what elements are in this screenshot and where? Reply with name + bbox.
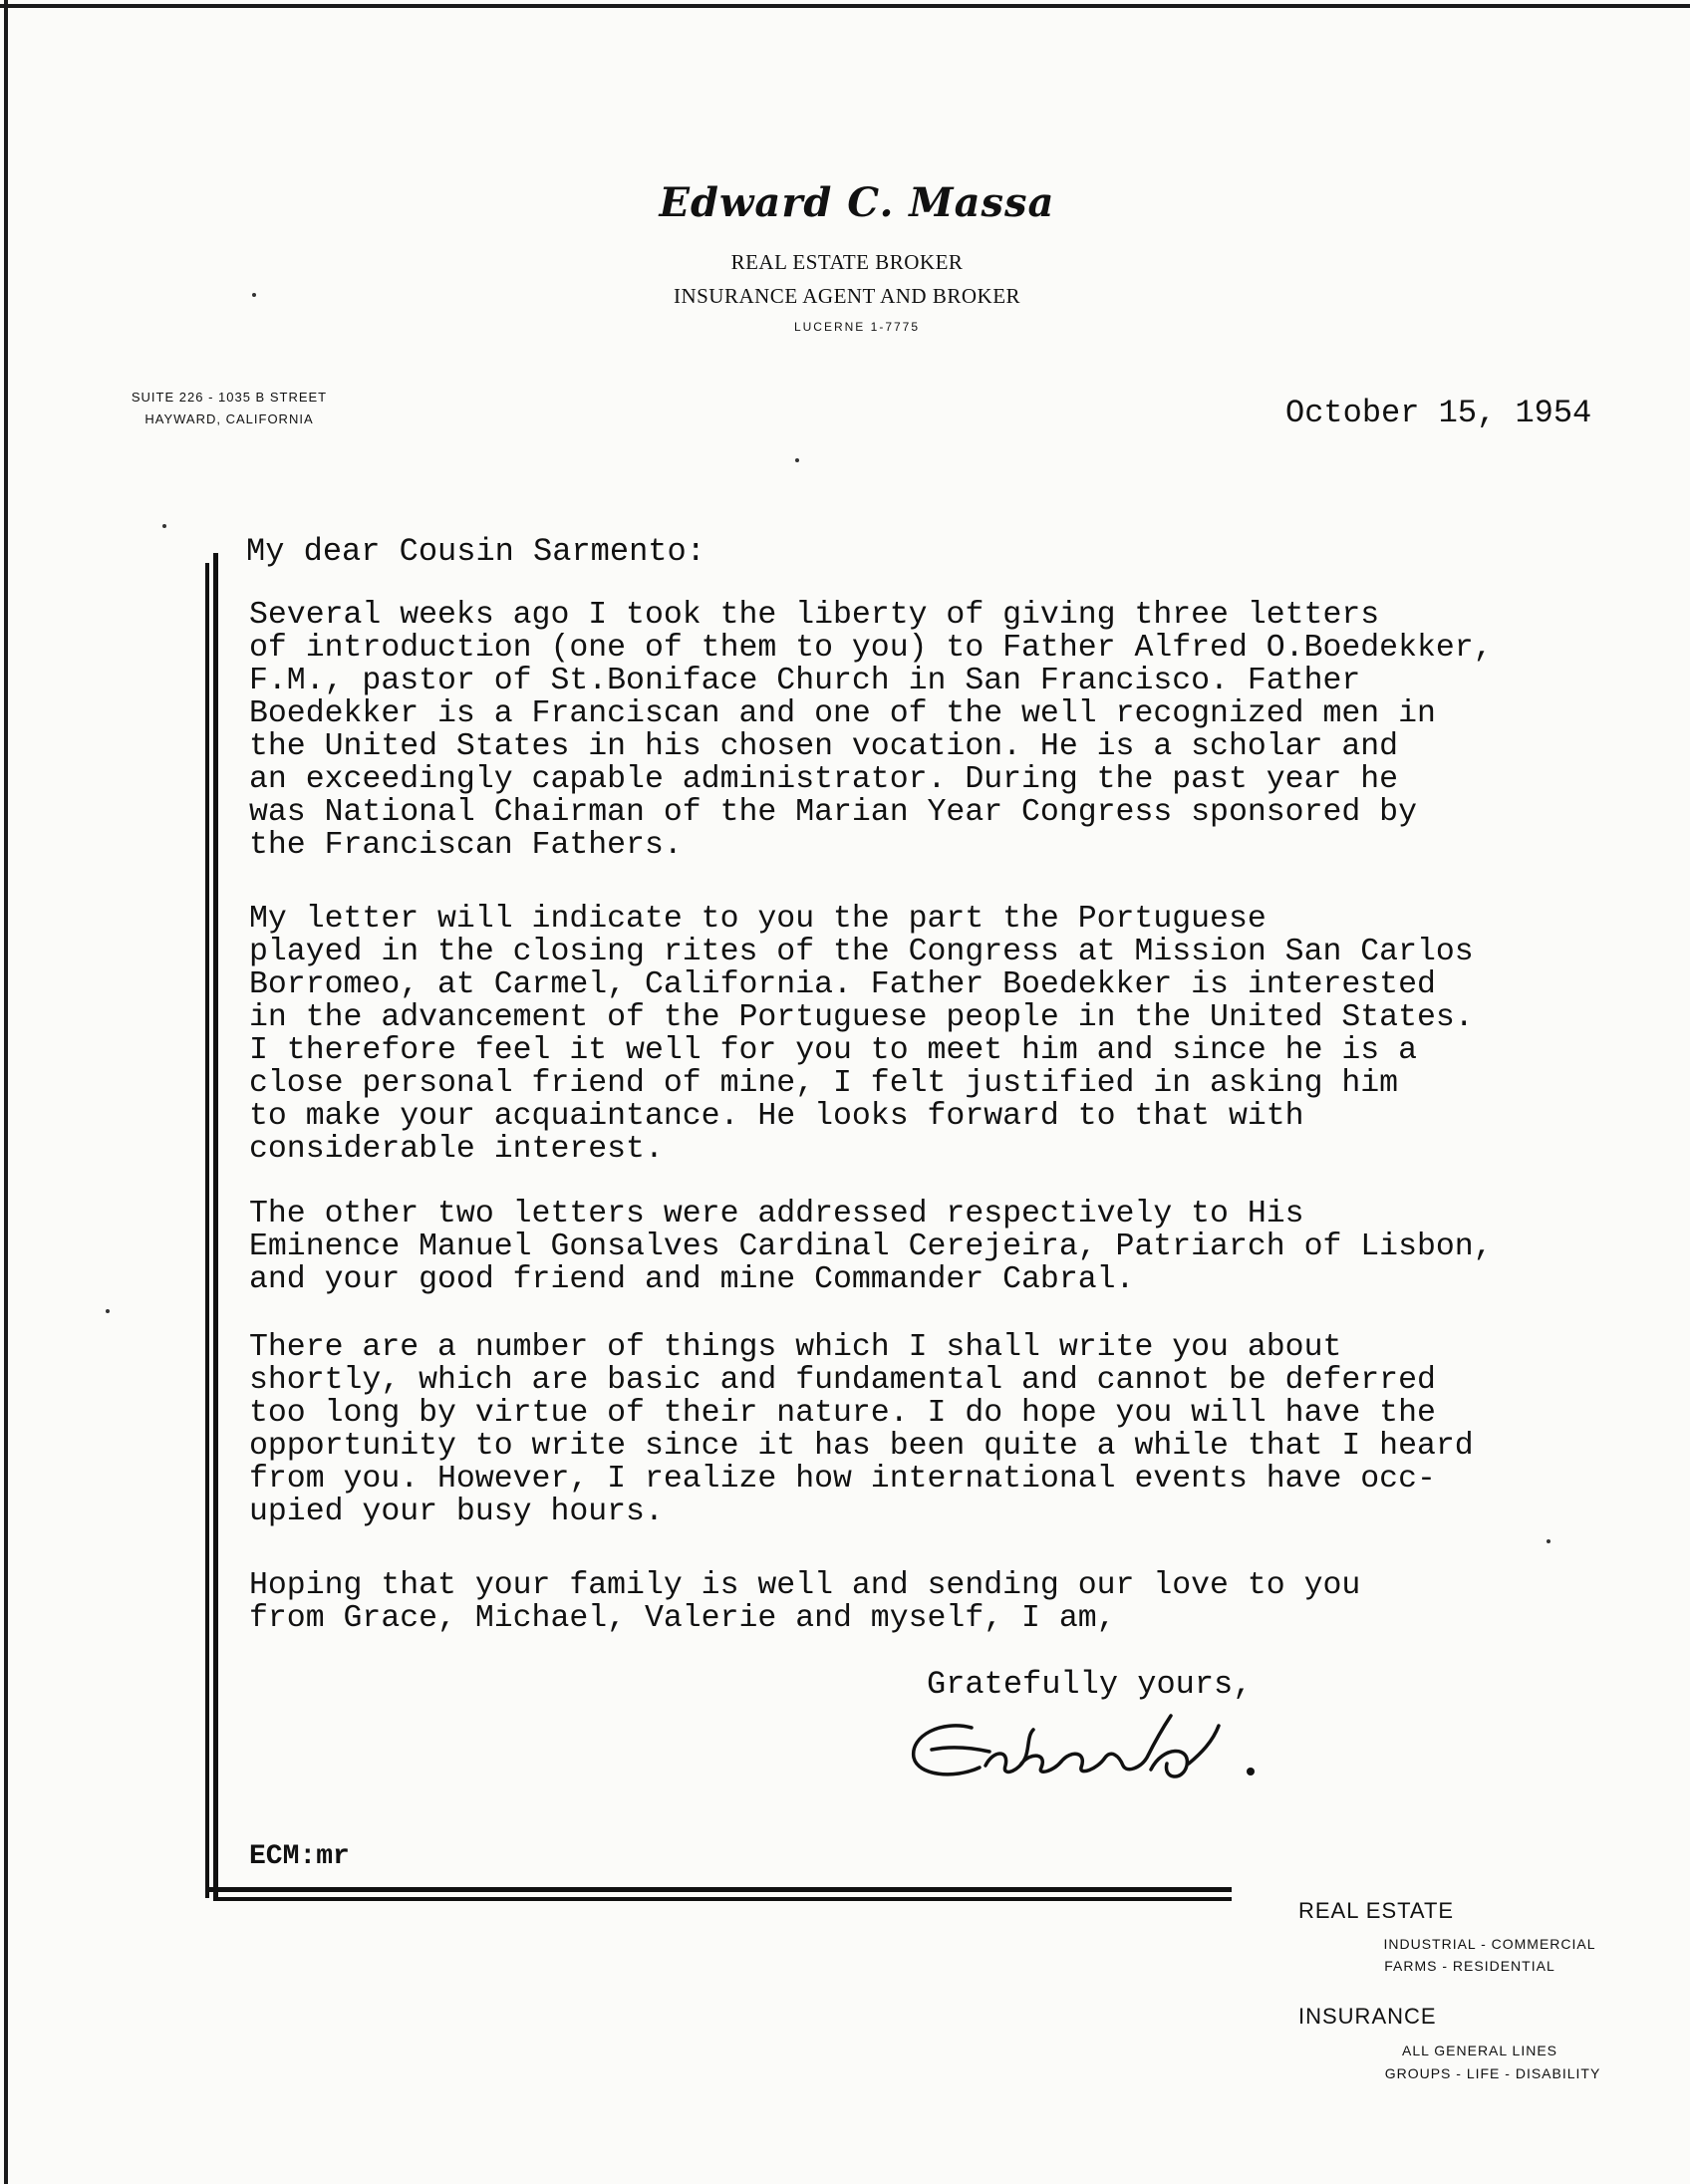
paper-speck: [252, 293, 256, 297]
services-real-estate-line-2: FARMS - RESIDENTIAL: [1384, 1958, 1555, 1974]
letter-border-left-outer: [205, 563, 209, 1898]
services-real-estate-line-1: INDUSTRIAL - COMMERCIAL: [1383, 1936, 1596, 1952]
paper-speck: [1547, 1539, 1550, 1543]
services-insurance-line-2: GROUPS - LIFE - DISABILITY: [1384, 2065, 1601, 2081]
paper-speck: [162, 524, 166, 528]
letter-paragraph-5: Hoping that your family is well and sending our love to you from Grace, Michael, Valerie and myself, I am,: [249, 1568, 1361, 1636]
letterhead-phone: LUCERNE 1-7775: [793, 320, 921, 334]
letter-paragraph-2: My letter will indicate to you the part the Portuguese played in the closing rites of the Congress at Mission San Carlos Borromeo, at Carmel, California. Father Boedekker is interested in the advancement of the Portuguese people in the United States. I therefore feel it well for you to meet him and since he is a close personal friend of mine, I felt justified in asking him to make your acquaintance. He looks forward to that with considerable interest.: [249, 902, 1474, 1167]
paper-speck: [795, 458, 799, 462]
handwritten-signature: [902, 1706, 1280, 1795]
letter-date: October 15, 1954: [1285, 395, 1592, 431]
letter-paragraph-3: The other two letters were addressed respectively to His Eminence Manuel Gonsalves Cardinal Cerejeira, Patriarch of Lisbon, and your good friend and mine Commander Cabral.: [249, 1197, 1493, 1297]
letter-closing: Gratefully yours,: [927, 1666, 1253, 1703]
letter-border-bottom-outer: [205, 1887, 1232, 1892]
services-insurance-line-1: ALL GENERAL LINES: [1401, 2043, 1558, 2058]
letter-salutation: My dear Cousin Sarmento:: [246, 533, 705, 570]
letter-paragraph-1: Several weeks ago I took the liberty of giving three letters of introduction (one of them to you) to Father Alfred O.Boedekker, F.M., pastor of St.Boniface Church in San Francisco. Father Boedekker is a Franciscan and one of the well recognized men in the United States in his chosen vocation. He is a scholar and an exceedingly capable administrator. During the past year he was National Chairman of the Marian Year Congress sponsored by the Franciscan Fathers.: [249, 598, 1493, 863]
typist-initials: ECM:mr: [249, 1841, 350, 1872]
services-insurance-heading: INSURANCE: [1298, 2004, 1437, 2029]
paper-speck: [106, 1309, 110, 1313]
sender-address-street: SUITE 226 - 1035 B STREET: [131, 390, 328, 405]
letter-paragraph-4: There are a number of things which I shall write you about shortly, which are basic and fundamental and cannot be deferred too long by virtue of their nature. I do hope you will have the opportunity to write since it has been quite a while that I heard from you. However, I realize how international events have occ- upied your busy hours.: [249, 1330, 1474, 1529]
letter-border-bottom-inner: [213, 1897, 1232, 1901]
letter-border-left-inner: [213, 553, 218, 1898]
letterhead-title-insurance: INSURANCE AGENT AND BROKER: [673, 284, 1021, 308]
letterhead-title-real-estate: REAL ESTATE BROKER: [730, 250, 964, 274]
page-top-edge: [0, 4, 1690, 8]
page-left-edge: [4, 0, 8, 2184]
sender-address-city: HAYWARD, CALIFORNIA: [144, 411, 314, 426]
letterhead-name: Edward C. Massa: [659, 179, 1055, 226]
services-real-estate-heading: REAL ESTATE: [1298, 1898, 1455, 1923]
